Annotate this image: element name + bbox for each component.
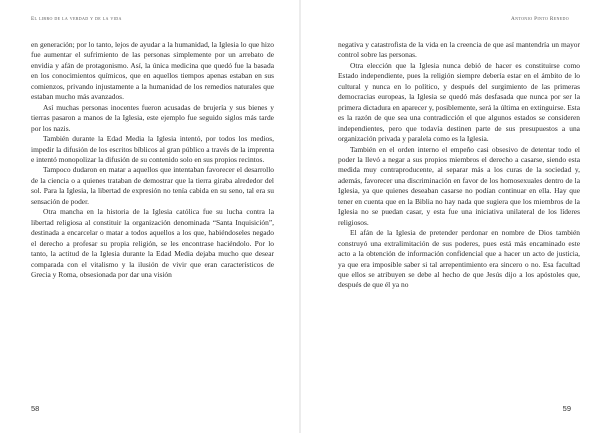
paragraph: También en el orden interno el empeño casi obsesivo de detentar todo el poder la llevó a negar a sus propios miembros el derecho a casarse, siendo esta medida muy contraproducente, al separar más a los curas de la sociedad y, además, favorecer una discriminación en favor de los homosexuales dentro de la Iglesia, ya que quienes deseaban casarse no podían continuar en ella. Hay que tener en cuenta que en la Biblia no hay nada que sugiera que los miembros de la Iglesia no se puedan casar, y esta fue una iniciativa unilateral de los líderes religiosos. [338,144,580,227]
paragraph: en generación; por lo tanto, lejos de ayudar a la humanidad, la Iglesia lo que hizo fue aumentar el sufrimiento de las personas simplemente por un arrebato de envidia y afán de protagonismo. Así, la única medicina que quedó fue la basada en los conocimientos químicos, que en aquellos tiempos apenas estaban en sus comienzos, privando injustamente a la humanidad de los remedios naturales que estaban mucho más avanzados. [31,40,274,102]
paragraph: negativa y catastrofista de la vida en la creencia de que así mantendría un mayor control sobre las personas. [338,40,580,60]
page-number-left: 58 [31,404,40,413]
paragraph: Así muchas personas inocentes fueron acusadas de brujería y sus bienes y tierras pasaron a manos de la Iglesia, este ejemplo fue seguido siglos más tarde por los nazis. [31,102,274,133]
right-page [301,0,600,433]
paragraph: El afán de la Iglesia de pretender perdonar en nombre de Dios también construyó una extralimitación de sus poderes, pues está más encaminado este acto a la obtención de información confidencial que a hacer un acto de justicia, ya que era imposible saber si tal arrepentimiento era sincero o no. Esa facultad que ellos se atribuyen se debe al hecho de que Jesús dijo a los apóstoles que, después de que él ya no [338,228,580,290]
left-page [0,0,299,433]
running-head-author: Antonio Pinto Renedo [511,16,569,22]
running-head-book-title: El libro de la verdad y de la vida [31,16,122,22]
paragraph: También durante la Edad Media la Iglesia intentó, por todos los medios, impedir la difusión de los escritos bíblicos al gran público a través de la imprenta e intentó monopolizar la difusión de su contenido solo en sus propios recintos. [31,134,274,164]
paragraph: Tampoco dudaron en matar a aquellos que intentaban favorecer el desarrollo de la ciencia o a quienes trataban de demostrar que la tierra giraba alrededor del sol. Para la Iglesia, la libertad de expresión no tenía cabida en su seno, tal era su sensación de poder. [31,165,274,206]
left-page-body [31,40,274,280]
right-page-body [338,40,580,291]
paragraph: Otra elección que la Iglesia nunca debió de hacer es constituirse como Estado independiente, pues la religión siempre debería estar en el ámbito de lo cultural y nunca en lo político, y después del surgimiento de las primeras democracias europeas, la Iglesia se quedó más desfasada que nunca por ser la primera dictadura en aparecer y, posiblemente, será la última en extinguirse. Esta es la razón de que sea una contradicción el que algunos estados se consideren independientes, pero que todavía destinen parte de sus presupuestos a una organización privada y paralela como es la Iglesia. [338,60,580,144]
page-number-right: 59 [562,404,571,413]
paragraph: Otra mancha en la historia de la Iglesia católica fue su lucha contra la libertad religiosa al constituir la organización denominada “Santa Inquisición”, destinada a encarcelar o matar a todos aquellos a los que, habiéndoseles negado el derecho a profesar su propia religión, se les encontrase haciéndolo. Por lo tanto, la actitud de la Iglesia durante la Edad Media dejaba mucho que desear comparada con el vitalismo y la ilusión de vivir que eran característicos de Grecia y Roma, obsesionada por dar una visión [31,207,274,279]
